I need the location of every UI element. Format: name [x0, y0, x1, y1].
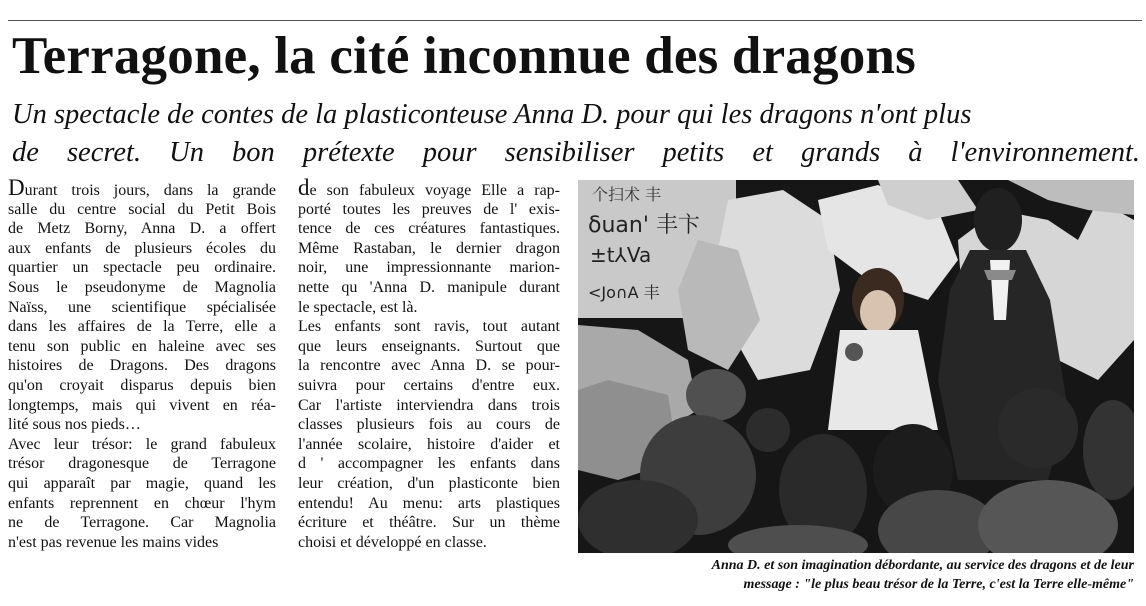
article-text-line: Car l'artiste interviendra dans trois	[298, 396, 560, 414]
svg-text:个扫术 丰: 个扫术 丰	[592, 185, 662, 204]
article-text-line: suivra pour certains d'entre eux.	[298, 376, 560, 394]
article-text-line: la rencontre avec Anna D. se pour-	[298, 357, 560, 375]
article-text-line: enfants reprennent en chœur l'hym	[8, 494, 276, 512]
headline: Terragone, la cité inconnue des dragons	[12, 27, 916, 85]
article-text-line: ne de Terragone. Car Magnolia	[8, 514, 276, 532]
svg-text:δuan' 丰卞: δuan' 丰卞	[588, 213, 700, 238]
article-text-line: trésor dragonesque de Terragone	[8, 455, 276, 473]
article-text-line: dans les affaires de la Terre, elle a	[8, 318, 276, 336]
article-text-line: l'année scolaire, histoire d'aider et	[298, 435, 560, 453]
article-text-line: que leurs enseignants. Surtout que	[298, 337, 560, 355]
article-text-line: de son fabuleux voyage Elle a rap-	[298, 175, 560, 200]
article-text-line: longtemps, mais qui vivent en réa-	[8, 396, 276, 414]
svg-text:<Jo∩A 丰: <Jo∩A 丰	[588, 283, 660, 302]
article-text-line: aux enfants de plusieurs écoles du	[8, 239, 276, 257]
article-text-line: tence de ces créatures fantastiques.	[298, 220, 560, 238]
photo-illustration	[578, 180, 1134, 553]
svg-text:±t⅄Va: ±t⅄Va	[590, 243, 652, 267]
article-text-line: d ' accompagner les enfants dans	[298, 455, 560, 473]
caption-line: message : "le plus beau trésor de la Terre, c'est la Terre elle-même"	[743, 577, 1134, 592]
article-text-line: écriture et théâtre. Sur un thème	[298, 514, 560, 532]
article-column-2	[298, 175, 560, 552]
article-column-1	[8, 175, 276, 552]
article-text-line: de Metz Borny, Anna D. a offert	[8, 220, 276, 238]
article-text-line: Durant trois jours, dans la grande	[8, 175, 276, 200]
article-text-line: Même Rastaban, le dernier dragon	[298, 239, 560, 257]
article-text-line: salle du centre social du Petit Bois	[8, 200, 276, 218]
standfirst-line: Un spectacle de contes de la plasticonteuse Anna D. pour qui les dragons n'ont plus	[12, 99, 972, 130]
article-text-line: tenu son public en haleine avec ses	[8, 337, 276, 355]
top-rule	[8, 20, 1142, 21]
article-text-line: quartier un spectacle peu ordinaire.	[8, 259, 276, 277]
article-text-line: qu'on croyait disparus depuis bien	[8, 376, 276, 394]
caption-line: Anna D. et son imagination débordante, au service des dragons et de leur	[711, 558, 1134, 573]
article-text-line: Naïss, une scientifique spécialisée	[8, 298, 276, 316]
article-text-line: histoires de Dragons. Des dragons	[8, 357, 276, 375]
article-text-line: nette qu 'Anna D. manipule durant	[298, 278, 560, 296]
article-text-line: Sous le pseudonyme de Magnolia	[8, 278, 276, 296]
photo-caption	[578, 556, 1134, 594]
article-text-line: classes plusieurs fois au cours de	[298, 416, 560, 434]
article-text-line: Avec leur trésor: le grand fabuleux	[8, 435, 276, 453]
article-text-line: choisi et développé en classe.	[298, 533, 487, 551]
article-text-line: lité sous nos pieds…	[8, 416, 141, 434]
article-text-line: porté toutes les preuves de l' exis-	[298, 200, 560, 218]
article-text-line: entendu! Au menu: arts plastiques	[298, 494, 560, 512]
article-text-line: noir, une impressionnante marion-	[298, 259, 560, 277]
standfirst	[12, 96, 1140, 172]
standfirst-line: de secret. Un bon prétexte pour sensibiliser petits et grands à l'environnement.	[12, 137, 1140, 168]
article-text-line: qui apparaît par magie, quand les	[8, 474, 276, 492]
article-text-line: n'est pas revenue les mains vides	[8, 533, 219, 551]
article-text-line: leur création, d'un plasticonte bien	[298, 474, 560, 492]
article-text-line: le spectacle, est là.	[298, 298, 418, 316]
article-photo	[578, 180, 1134, 553]
article-text-line: Les enfants sont ravis, tout autant	[298, 318, 560, 336]
